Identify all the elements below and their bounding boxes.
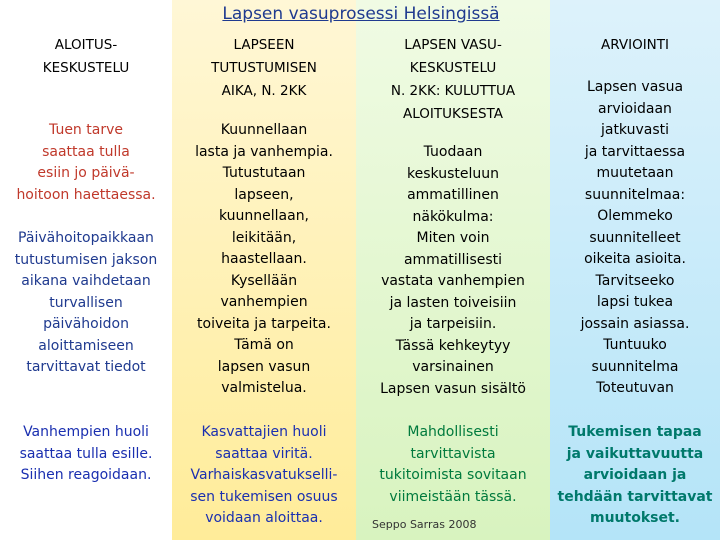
author-credit: Seppo Sarras 2008 xyxy=(372,518,477,531)
col2-educator-concern-text: Kasvattajien huoli saattaa viritä. Varhaiskasvatukselli- sen tukemisen osuus voidaan aloittaa. xyxy=(190,424,338,526)
col1-support-need-text: Tuen tarve saattaa tulla esiin jo päivä- hoitoon haettaessa. xyxy=(16,122,156,203)
col1-info-exchange-text: Päivähoitopaikkaan tutustumisen jakson aikana vaihdetaan turvallisen päivähoidon aloittamiseen tarvittavat tiedot xyxy=(14,230,158,375)
col2-getting-to-know-text: Kuunnellaan lasta ja vanhempia. Tutustutaan lapseen, kuunnellaan, leikitään, haastellaan. Kysellään vanhempien toiveita ja tarpeita. Tämä on lapsen vasun valmistelua. xyxy=(195,122,333,396)
header-arviointi: ARVIOINTI xyxy=(600,37,670,53)
col1-parent-concern-text: Vanhempien huoli saattaa tulla esille. Siihen reagoidaan. xyxy=(19,424,153,483)
header-tutustuminen: LAPSEEN TUTUSTUMISEN AIKA, N. 2KK xyxy=(211,37,317,99)
header-vasukeskustelu: LAPSEN VASU- KESKUSTELU N. 2KK: KULUTTUA ALOITUKSESTA xyxy=(390,37,516,122)
col3-professional-view-text: Tuodaan keskusteluun ammatillinen näkökulma: Miten voin ammatillisesti vastata vanhempien ja lasten toiveisiin ja tarpeisiin. Tässä kehkeytyy varsinainen Lapsen vasun sisältö xyxy=(380,144,526,397)
col4-evaluation-text: Lapsen vasua arvioidaan jatkuvasti ja tarvittaessa muutetaan suunnitelmaa: Olemmeko suunnitelleet oikeita asioita. Tarvitseeko lapsi tukea jossain asiassa. Tuntuuko suunnitelma Toteutuvan xyxy=(580,79,690,396)
header-aloituskeskustelu: ALOITUS- KESKUSTELU xyxy=(42,37,130,76)
slide-title: Lapsen vasuprosessi Helsingissä xyxy=(222,4,500,24)
col4-support-evaluation-text: Tukemisen tapaa ja vaikuttavuutta arvioidaan ja tehdään tarvittavat muutokset. xyxy=(557,424,713,526)
col3-support-measures-text: Mahdollisesti tarvittavista tukitoimista sovitaan viimeistään tässä. xyxy=(379,424,527,505)
